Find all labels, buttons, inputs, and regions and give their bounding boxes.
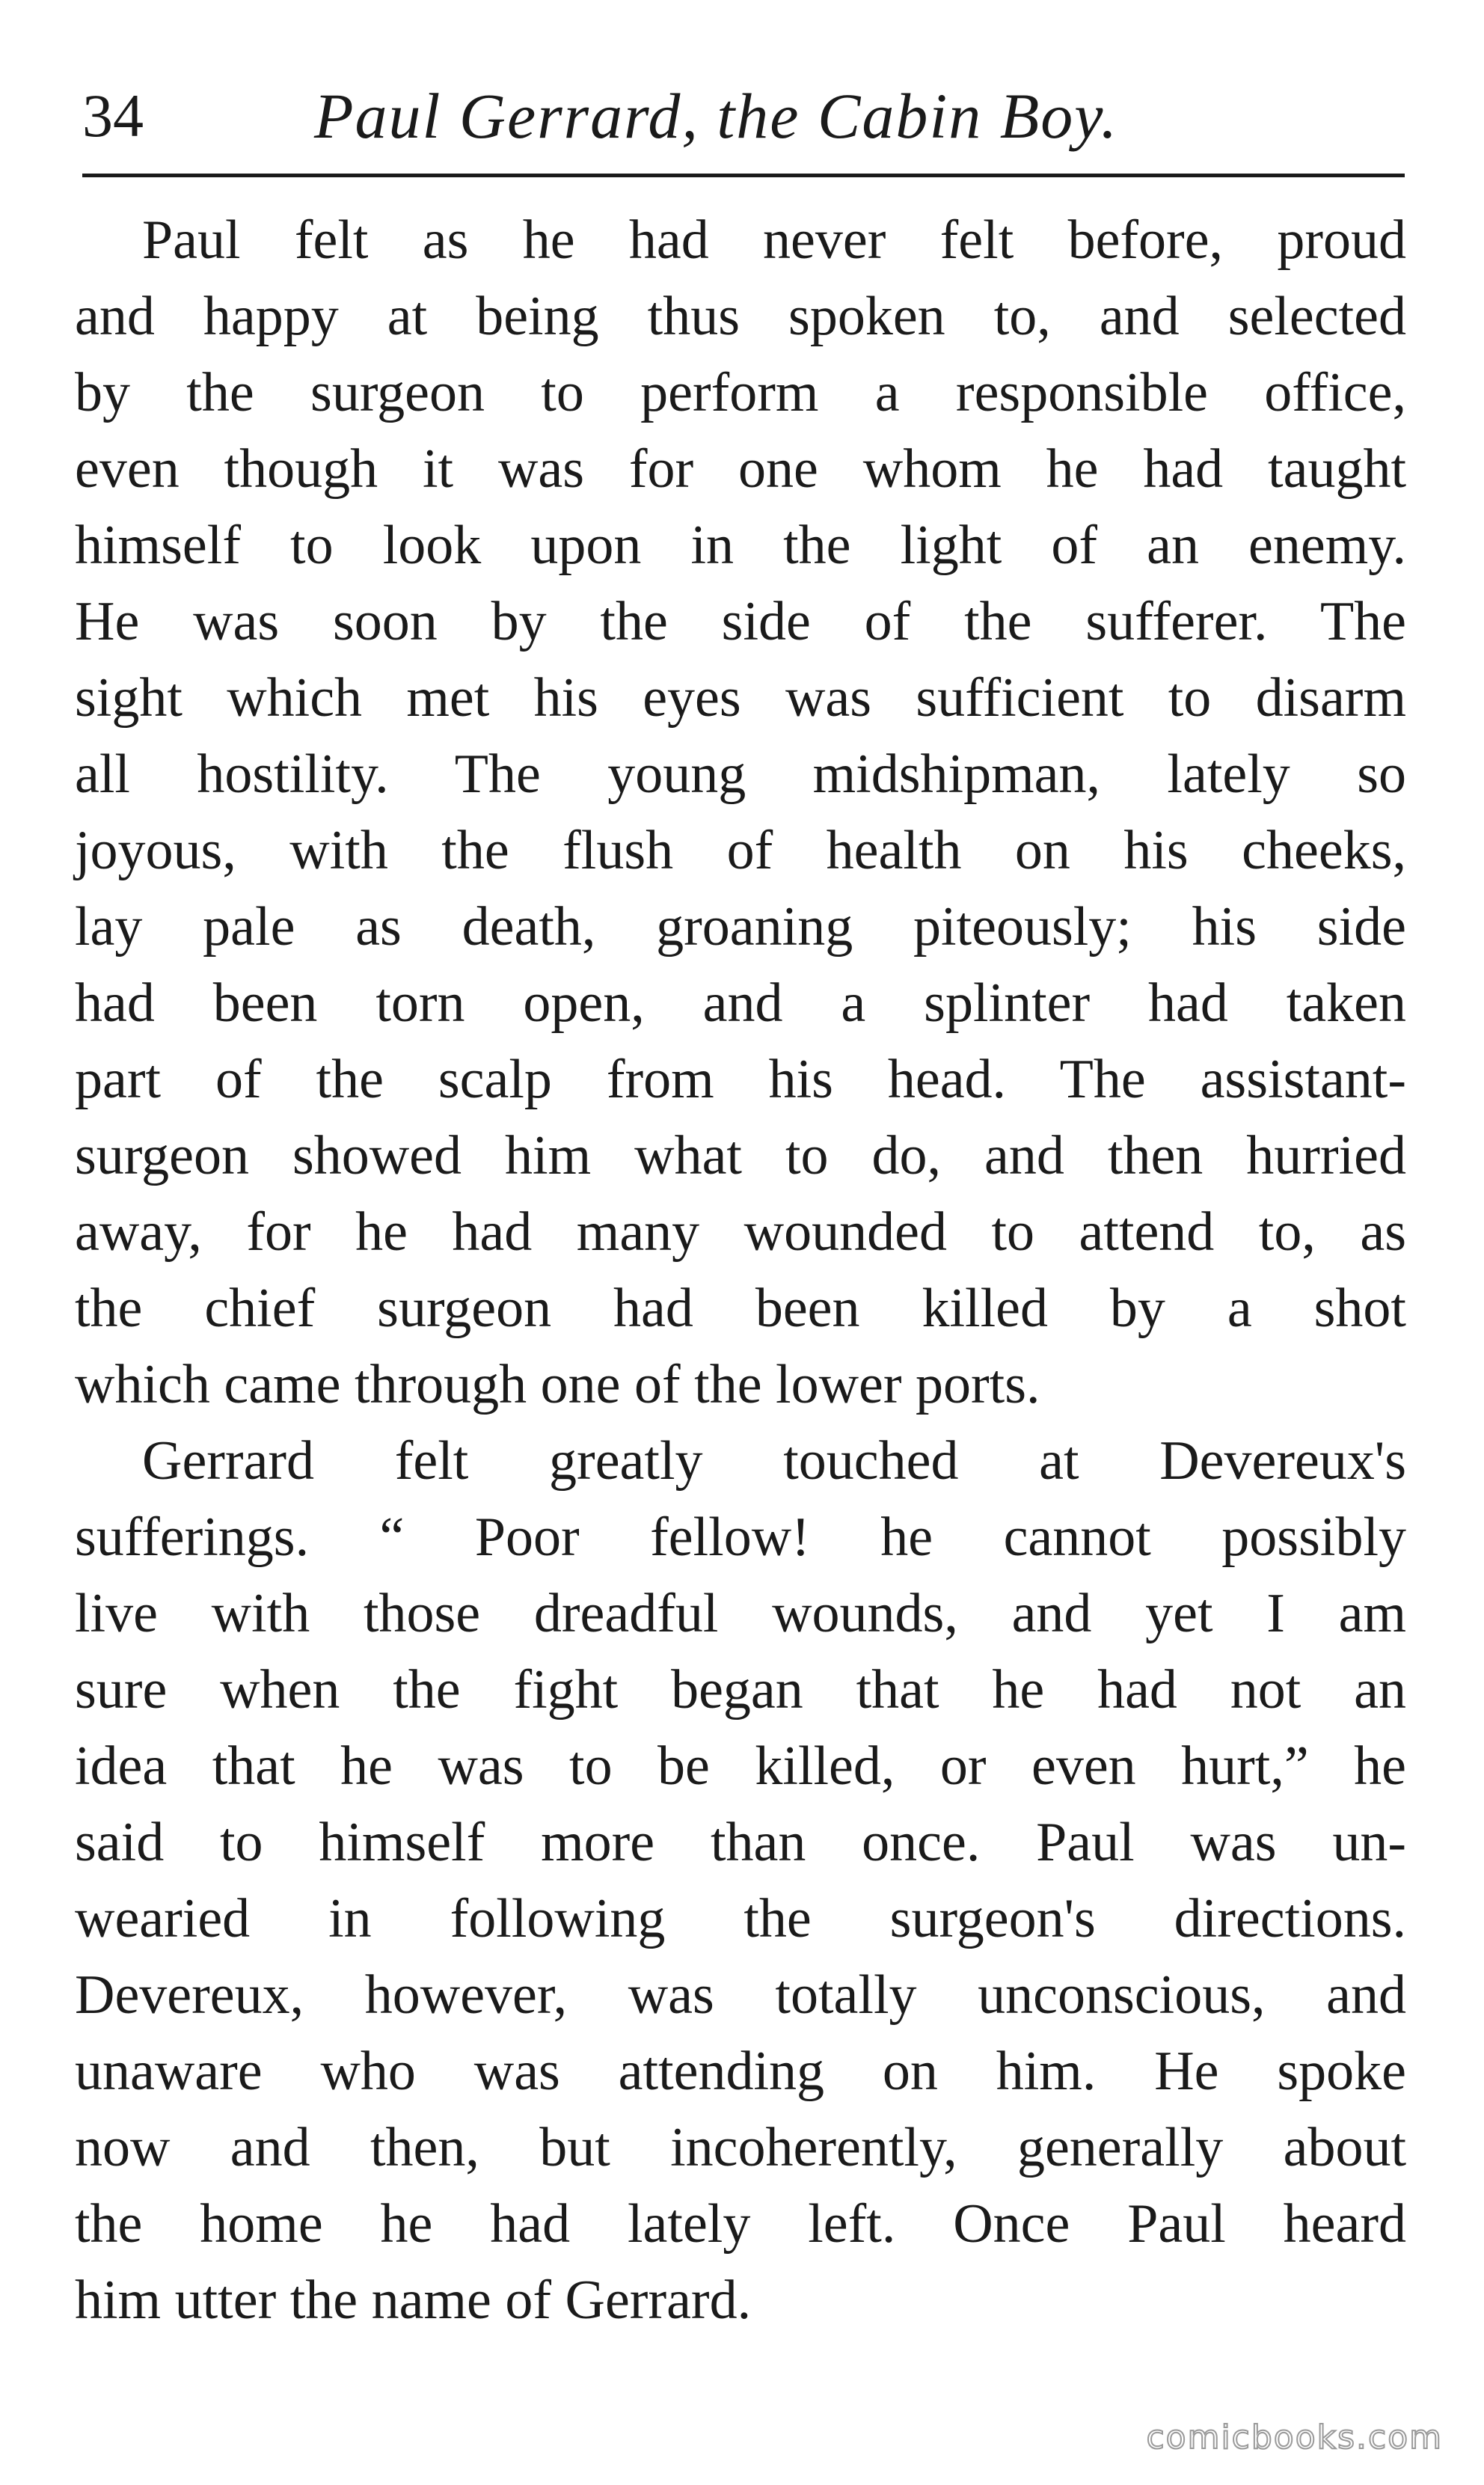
text-line: sure when the fight began that he had not an xyxy=(75,1659,1406,1720)
paragraph-1 xyxy=(75,202,1406,1423)
text-line: him utter the name of Gerrard. xyxy=(75,2270,752,2331)
paragraph-2 xyxy=(75,1423,1406,2338)
text-line: unaware who was attending on him. He spoke xyxy=(75,2041,1406,2102)
running-head xyxy=(82,75,1399,157)
text-line: surgeon showed him what to do, and then hurried xyxy=(75,1125,1406,1186)
text-line: wearied in following the surgeon's directions. xyxy=(75,1888,1406,1949)
text-line: had been torn open, and a splinter had taken xyxy=(75,972,1406,1034)
text-line: himself to look upon in the light of an enemy. xyxy=(75,515,1406,576)
body-text xyxy=(75,202,1406,2338)
text-line: even though it was for one whom he had taught xyxy=(75,438,1406,500)
text-line: sight which met his eyes was sufficient to disarm xyxy=(75,667,1406,729)
text-line: lay pale as death, groaning piteously; his side xyxy=(75,896,1406,957)
text-line: Devereux, however, was totally unconscious, and xyxy=(75,1964,1406,2026)
running-title: Paul Gerrard, the Cabin Boy. xyxy=(314,80,1119,152)
text-line: which came through one of the lower ports. xyxy=(75,1354,1040,1415)
text-line: sufferings. “ Poor fellow! he cannot possibly xyxy=(75,1507,1406,1568)
text-line: by the surgeon to perform a responsible office, xyxy=(75,362,1406,423)
text-line: now and then, but incoherently, generally about xyxy=(75,2117,1406,2178)
text-line: Paul felt as he had never felt before, proud xyxy=(142,209,1406,271)
text-line: away, for he had many wounded to attend to, as xyxy=(75,1201,1406,1263)
text-line: the chief surgeon had been killed by a shot xyxy=(75,1278,1406,1339)
watermark: comicbooks.com xyxy=(1146,2418,1443,2457)
text-line: idea that he was to be killed, or even hurt,” he xyxy=(75,1735,1406,1797)
text-line: He was soon by the side of the sufferer. The xyxy=(75,591,1406,652)
text-line: joyous, with the flush of health on his cheeks, xyxy=(75,820,1406,881)
page-number: 34 xyxy=(82,82,144,150)
text-line: all hostility. The young midshipman, lately so xyxy=(75,744,1406,805)
text-line: Gerrard felt greatly touched at Devereux's xyxy=(142,1430,1406,1492)
text-line: said to himself more than once. Paul was un- xyxy=(75,1812,1406,1873)
text-line: and happy at being thus spoken to, and selected xyxy=(75,286,1406,347)
text-line: live with those dreadful wounds, and yet I am xyxy=(75,1583,1406,1644)
text-line: part of the scalp from his head. The assistant- xyxy=(75,1049,1406,1110)
text-line: the home he had lately left. Once Paul heard xyxy=(75,2193,1406,2255)
header-rule xyxy=(82,174,1405,177)
